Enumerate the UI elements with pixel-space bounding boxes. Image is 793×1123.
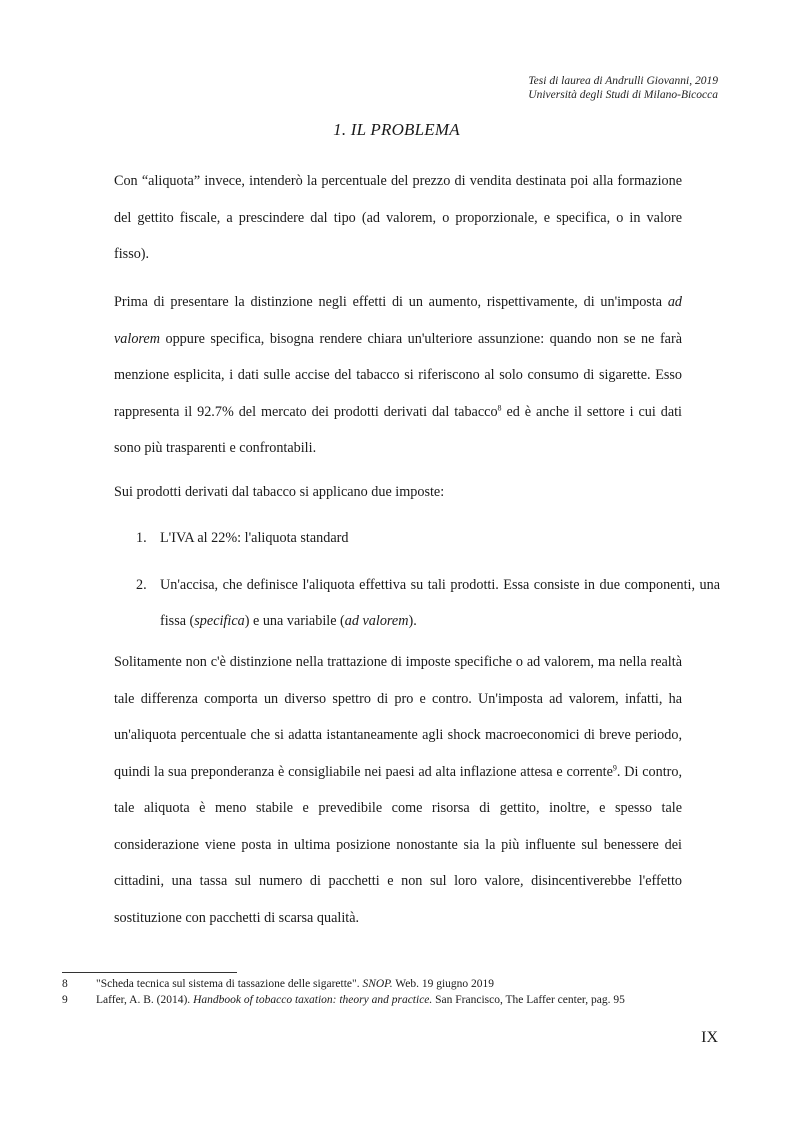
header-university: Università degli Studi di Milano-Bicocca (528, 89, 718, 101)
footnote-emphasis: Handbook of tobacco taxation: theory and practice. (193, 994, 433, 1006)
chapter-title: 1. IL PROBLEMA (333, 120, 460, 139)
footnote-divider (62, 972, 237, 973)
paragraph-assunzione (114, 284, 682, 467)
list-item (114, 520, 720, 557)
footnote-number: 9 (62, 994, 68, 1006)
header-thesis-author: Tesi di laurea di Andrulli Giovanni, 2019 (528, 75, 718, 87)
footnote-ref-8[interactable]: 8 (497, 402, 502, 412)
list-item-number: 1. (136, 530, 147, 546)
footnote-text: Web. 19 giugno 2019 (392, 978, 495, 990)
footnote-number: 8 (62, 978, 68, 990)
list-item-text: L'IVA al 22%: l'aliquota standard (160, 530, 349, 546)
paragraph-text: Prima di presentare la distinzione negli effetti di un aumento, rispettivamente, di un'imposta (114, 294, 668, 310)
list-item-emphasis: specifica (194, 613, 245, 629)
list-item-emphasis: ad valorem (344, 613, 409, 629)
tax-list (114, 520, 720, 650)
running-header (528, 74, 718, 102)
list-item-text: Un'accisa, che definisce l'aliquota effettiva su tali prodotti. Essa consiste in due componenti, una fissa ( (160, 576, 720, 629)
list-item-text: ) e una variabile ( (244, 613, 345, 629)
list-item-text: ). (408, 613, 417, 629)
list-item (114, 567, 720, 640)
footnote-ref-9[interactable]: 9 (612, 762, 617, 772)
paragraph-text: ed è anche il settore i cui dati sono più trasparenti e confrontabili. (114, 403, 682, 456)
page-number: IX (701, 1029, 718, 1046)
footnote-text: San Francisco, The Laffer center, pag. 95 (432, 994, 625, 1006)
paragraph-aliquota: Con “aliquota” invece, intenderò la percentuale del prezzo di vendita destinata poi alla formazione del gettito fiscale, a prescindere dal tipo (ad valorem, o proporzionale, e specifica, o in valore fisso). (114, 173, 682, 262)
paragraph-imposte-intro: Sui prodotti derivati dal tabacco si applicano due imposte: (114, 484, 445, 500)
paragraph-text: Solitamente non c'è distinzione nella trattazione di imposte specifiche o ad valorem, ma nella realtà tale differenza comporta un diverso spettro di pro e contro. Un'imposta ad valorem, infatti, ha un'aliquota percentuale che si adatta istantaneamente agli shock macroeconomici di breve periodo, quindi la sua preponderanza è consigliabile nei paesi ad alta inflazione attesa e corrente (114, 654, 682, 780)
paragraph-emphasis: ad valorem (114, 294, 682, 347)
footnote-9 (62, 992, 742, 1008)
footnote-8 (62, 976, 742, 992)
list-item-number: 2. (136, 576, 147, 593)
footnote-emphasis: SNOP. (362, 978, 393, 990)
footnote-text: "Scheda tecnica sul sistema di tassazione delle sigarette". (96, 978, 363, 990)
footnotes (62, 976, 742, 1008)
footnote-text: Laffer, A. B. (2014). (96, 994, 194, 1006)
paragraph-text: . Di contro, tale aliquota è meno stabile e prevedibile come risorsa di gettito, inoltre, e spesso tale considerazione viene posta in ultima posizione nonostante sia la più influente sul benessere dei cittadini, una tassa sul numero di pacchetti e non sul loro valore, disincentiverebbe l'effetto sostituzione con pacchetti di scarsa qualità. (114, 763, 682, 926)
paragraph-specifiche-valorem (114, 644, 682, 936)
paragraph-text: oppure specifica, bisogna rendere chiara un'ulteriore assunzione: quando non se ne farà menzione esplicita, i dati sulle accise del tabacco si riferiscono al solo consumo di sigarette. Esso rappresenta il 92.7% del mercato dei prodotti derivati dal tabacco (114, 330, 682, 420)
